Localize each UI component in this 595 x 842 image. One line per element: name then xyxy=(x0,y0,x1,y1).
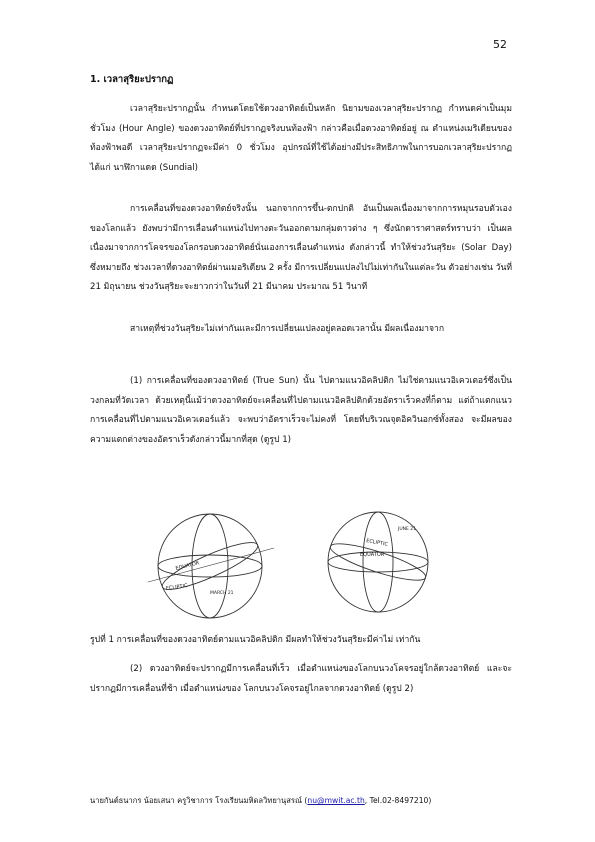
right-sphere xyxy=(327,512,428,612)
figure-1 xyxy=(90,508,512,620)
footer-author: นายกันต์ธนากร น้อยเสนา ครูวิชาการ โรงเรียนมหิดลวิทยานุสรณ์ ( xyxy=(90,796,308,805)
left-equator-label: EQUATOR xyxy=(175,560,201,572)
paragraph-sun-motion: การเคลื่อนที่ของดวงอาทิตย์จริงนั้น นอกจากการขึ้น-ตกปกติ อันเป็นผลเนื่องมาจากการหมุนรอบตัวเองของโลกแล้ว ยังพบว่ามีการเลื่อนตำแหน่งไปทางตะวันออกตามกลุ่มดาวต่าง ๆ ซึ่งนักดาราศาสตร์ทราบว่า เป็นผลเนื่องมาจากการโคจรของโลกรอบดวงอาทิตย์นั่นเองการเลื่อนตำแหน่ง ดังกล่าวนี้ ทำให้ช่วงวันสุริยะ (Solar Day) ซึ่งหมายถึง ช่วงเวลาที่ดวงอาทิตย์ผ่านเมอริเดียน 2 ครั้ง มีการเปลี่ยนแปลงไปไม่เท่ากันในแต่ละวัน ตัวอย่างเช่น วันที่ 21 มิถุนายน ช่วงวันสุริยะจะยาวกว่าในวันที่ 21 มีนาคม ประมาณ 51 วินาที xyxy=(90,204,512,293)
left-march-label: MARCH 21 xyxy=(210,591,234,596)
page-number: 52 xyxy=(493,38,507,51)
section-heading: 1. เวลาสุริยะปรากฏ xyxy=(90,74,174,85)
right-ecliptic-label: ECLIPTIC xyxy=(365,538,389,548)
left-ecliptic-label: ECLIPTIC xyxy=(165,582,189,592)
page-footer xyxy=(90,795,431,807)
figure-caption: รูปที่ 1 การเคลื่อนที่ของดวงอาทิตย์ตามแนวอิคลิปติก มีผลทำให้ช่วงวันสุริยะมีค่าไม่ เท่ากัน xyxy=(90,635,421,645)
paragraph-intro: เวลาสุริยะปรากฏนั้น กำหนดโดยใช้ดวงอาทิตย์เป็นหลัก นิยามของเวลาสุริยะปรากฏ กำหนดค่าเป็นมุมชั่วโมง (Hour Angle) ของดวงอาทิตย์ที่ปรากฏจริงบนท้องฟ้า กล่าวคือเมื่อดวงอาทิตย์อยู่ ณ ตำแหน่งเมริเดียนของท้องฟ้าพอดี เวลาสุริยะปรากฏจะมีค่า 0 ชั่วโมง อุปกรณ์ที่ใช้ได้อย่างมีประสิทธิภาพในการบอกเวลาสุริยะปรากฏ ได้แก่ นาฬิกาแดด (Sundial) xyxy=(90,104,512,173)
paragraph-cause-2: (2) ดวงอาทิตย์จะปรากฏมีการเคลื่อนที่เร็ว เมื่อตำแหน่งของโลกบนวงโคจรอยู่ใกล้ดวงอาทิตย์ และจะปรากฏมีการเคลื่อนที่ช้า เมื่อตำแหน่งของ โลกบนวงโคจรอยู่ไกลจากดวงอาทิตย์ (ดูรูป 2) xyxy=(90,664,512,694)
footer-phone: , Tel.02-8497210) xyxy=(364,796,432,805)
right-june-label: JUNE 21 xyxy=(398,527,416,532)
right-equator-label: EQUATOR xyxy=(360,552,385,558)
celestial-sphere-diagrams xyxy=(90,508,512,620)
paragraph-causes: สาเหตุที่ช่วงวันสุริยะไม่เท่ากันและมีการเปลี่ยนแปลงอยู่ตลอดเวลานั้น มีผลเนื่องมาจาก xyxy=(130,324,445,334)
left-sphere xyxy=(148,514,274,618)
paragraph-cause-1: (1) การเคลื่อนที่ของดวงอาทิตย์ (True Sun) นั้น ไปตามแนวอิคลิปติก ไม่ใช่ตามแนวอิเควเตอร์ซึ่งเป็นวงกลมที่วัดเวลา ด้วยเหตุนี้แม้ว่าดวงอาทิตย์จะเคลื่อนที่ไปตามแนวอิคลิปติกด้วยอัตราเร็วคงที่ก็ตาม แต่ถ้าแตกแนวการเคลื่อนที่ไปตามแนวอิเควเตอร์แล้ว จะพบว่าอัตราเร็วจะไม่คงที่ โดยที่บริเวณจุดอิควินอกซ์ทั้งสอง จะมีผลของความแตกต่างของอัตราเร็วดังกล่าวนี้มากที่สุด (ดูรูป 1) xyxy=(90,376,512,445)
footer-email-link[interactable]: nu@mwit.ac.th xyxy=(307,796,365,805)
